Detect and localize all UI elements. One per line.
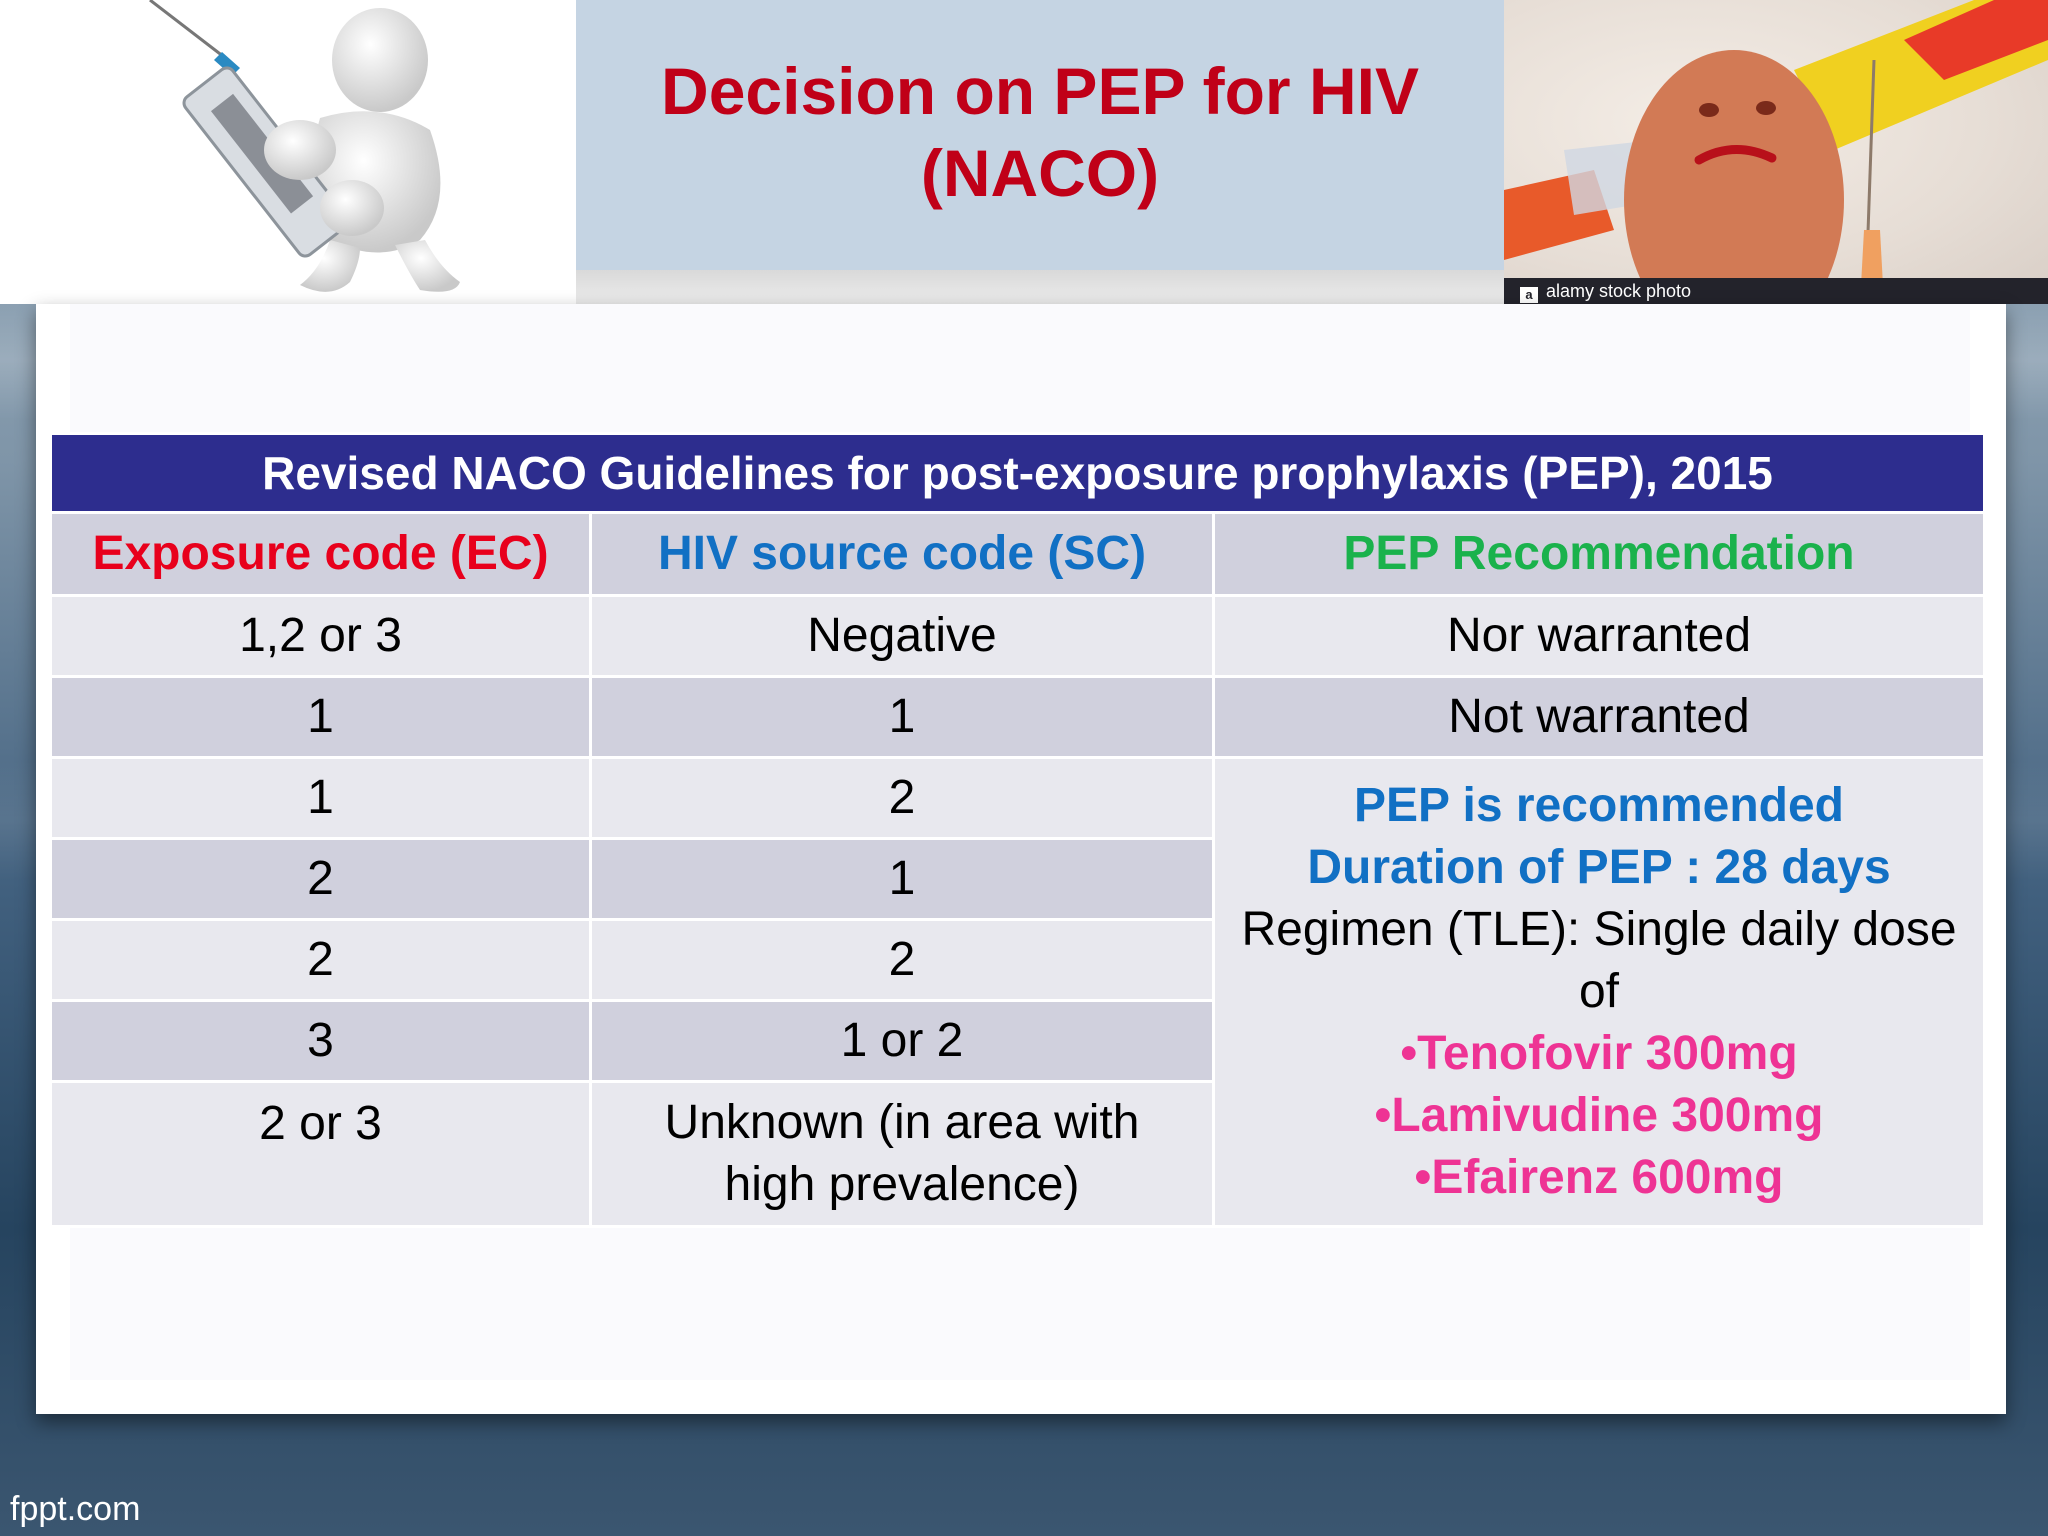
alamy-watermark-bar [1504, 278, 2048, 304]
title-band-shadow [576, 270, 1504, 304]
table-row [51, 677, 1985, 758]
rec-drug-tenofovir: •Tenofovir 300mg [1400, 1027, 1798, 1080]
slide-title-line2: (NACO) [920, 136, 1160, 210]
header-exposure-code: Exposure code (EC) [51, 513, 591, 596]
footer-brand: fppt.com [10, 1490, 141, 1528]
rec-regimen: Regimen (TLE): Single daily dose of [1241, 903, 1957, 1018]
syringe-figure-image [0, 0, 576, 304]
table-caption: Revised NACO Guidelines for post-exposure prophylaxis (PEP), 2015 [51, 434, 1985, 513]
cell-sc: 1 or 2 [591, 1001, 1214, 1082]
cell-sc: 2 [591, 920, 1214, 1001]
rec-drug-lamivudine: •Lamivudine 300mg [1374, 1089, 1824, 1142]
watermark-text: alamy stock photo [1546, 281, 1692, 301]
cell-ec: 1 [51, 758, 591, 839]
rec-pep-recommended: PEP is recommended [1354, 779, 1844, 832]
pep-recommendation-cell [1214, 758, 1985, 1227]
cell-sc: Unknown (in area with high prevalence) [591, 1082, 1214, 1227]
alamy-logo-icon: a [1520, 287, 1538, 303]
table-row [51, 596, 1985, 677]
cell-sc: Negative [591, 596, 1214, 677]
cell-sc: 1 [591, 839, 1214, 920]
cell-ec: 2 [51, 839, 591, 920]
slide-header [0, 0, 2048, 304]
table-row [51, 758, 1985, 839]
cell-ec: 2 or 3 [51, 1082, 591, 1227]
table-header-row [51, 513, 1985, 596]
cell-pep: Not warranted [1214, 677, 1985, 758]
header-source-code: HIV source code (SC) [591, 513, 1214, 596]
pep-guidelines-table [49, 432, 1986, 1228]
rec-duration: Duration of PEP : 28 days [1307, 841, 1891, 894]
slide-title-line1: Decision on PEP for HIV [661, 54, 1419, 128]
table-caption-row [51, 434, 1985, 513]
cell-sc: 1 [591, 677, 1214, 758]
header-pep-recommendation: PEP Recommendation [1214, 513, 1985, 596]
rec-drug-efairenz: •Efairenz 600mg [1414, 1151, 1784, 1204]
cell-ec: 1 [51, 677, 591, 758]
cell-ec: 2 [51, 920, 591, 1001]
slide-title [576, 50, 1504, 214]
cell-sc: 2 [591, 758, 1214, 839]
cell-ec: 1,2 or 3 [51, 596, 591, 677]
cell-pep: Nor warranted [1214, 596, 1985, 677]
cell-ec: 3 [51, 1001, 591, 1082]
finger-syringe-image [1504, 0, 2048, 304]
